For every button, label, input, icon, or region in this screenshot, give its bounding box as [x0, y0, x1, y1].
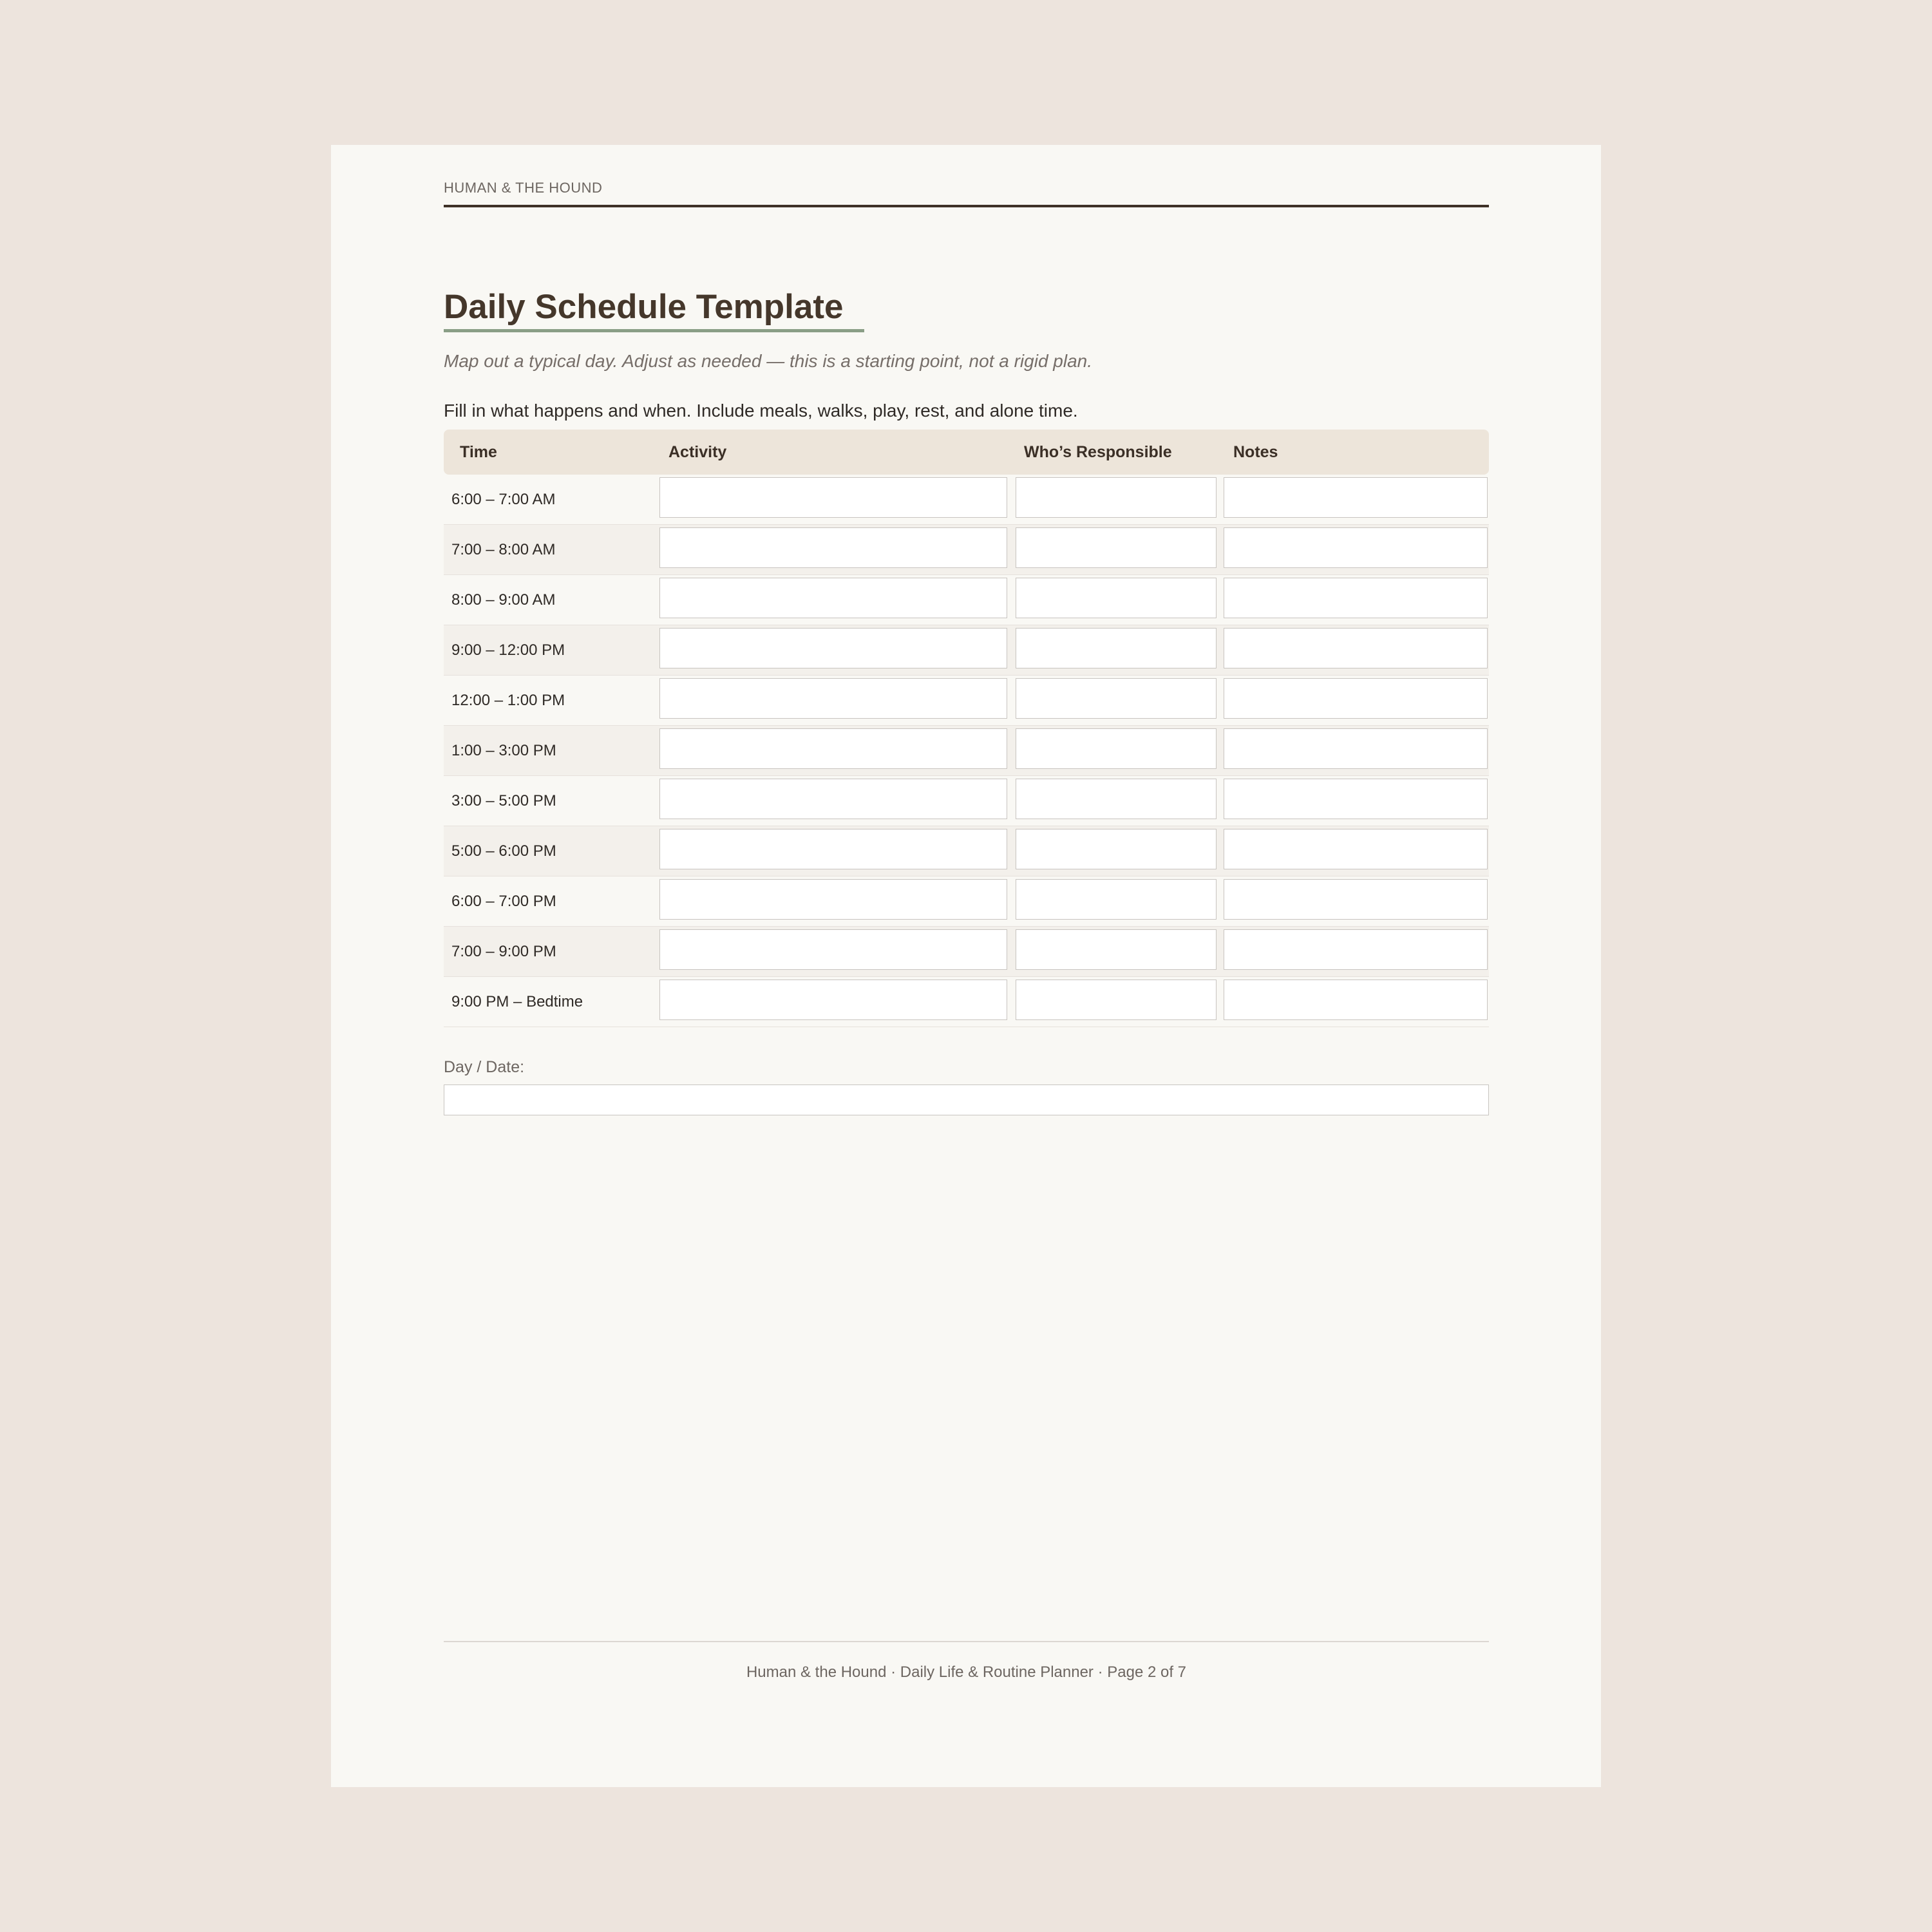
activity-field[interactable] — [659, 980, 1007, 1020]
table-row — [444, 927, 1489, 977]
activity-field[interactable] — [659, 678, 1007, 719]
table-row — [444, 726, 1489, 776]
activity-field[interactable] — [659, 578, 1007, 618]
footer-divider — [444, 1641, 1489, 1642]
activity-field[interactable] — [659, 879, 1007, 920]
responsible-field[interactable] — [1016, 779, 1217, 819]
responsible-field[interactable] — [1016, 829, 1217, 869]
responsible-field[interactable] — [1016, 728, 1217, 769]
notes-field[interactable] — [1224, 628, 1488, 668]
header-divider — [444, 205, 1489, 207]
column-header-responsible: Who’s Responsible — [1024, 443, 1172, 461]
table-row — [444, 625, 1489, 676]
table-row — [444, 876, 1489, 927]
brand-header: HUMAN & THE HOUND — [444, 180, 603, 196]
time-slot-label: 8:00 – 9:00 AM — [451, 591, 556, 609]
activity-field[interactable] — [659, 728, 1007, 769]
table-body — [444, 475, 1489, 1027]
responsible-field[interactable] — [1016, 879, 1217, 920]
schedule-table — [444, 430, 1489, 1027]
responsible-field[interactable] — [1016, 527, 1217, 568]
column-header-notes: Notes — [1233, 443, 1278, 461]
time-slot-label: 7:00 – 9:00 PM — [451, 943, 556, 960]
time-slot-label: 5:00 – 6:00 PM — [451, 842, 556, 860]
column-header-time: Time — [460, 443, 497, 461]
time-slot-label: 3:00 – 5:00 PM — [451, 792, 556, 810]
notes-field[interactable] — [1224, 829, 1488, 869]
activity-field[interactable] — [659, 527, 1007, 568]
time-slot-label: 1:00 – 3:00 PM — [451, 742, 556, 759]
day-date-field[interactable] — [444, 1084, 1489, 1115]
column-header-activity: Activity — [668, 443, 727, 461]
time-slot-label: 6:00 – 7:00 PM — [451, 893, 556, 910]
activity-field[interactable] — [659, 779, 1007, 819]
notes-field[interactable] — [1224, 678, 1488, 719]
activity-field[interactable] — [659, 477, 1007, 518]
notes-field[interactable] — [1224, 879, 1488, 920]
table-row — [444, 525, 1489, 575]
notes-field[interactable] — [1224, 527, 1488, 568]
day-date-label: Day / Date: — [444, 1058, 525, 1076]
page-title: Daily Schedule Template — [444, 290, 864, 332]
table-header — [444, 430, 1489, 475]
time-slot-label: 9:00 – 12:00 PM — [451, 641, 565, 659]
page-subtitle: Map out a typical day. Adjust as needed — this is a starting point, not a rigid plan. — [444, 351, 1093, 371]
table-row — [444, 776, 1489, 826]
notes-field[interactable] — [1224, 578, 1488, 618]
time-slot-label: 6:00 – 7:00 AM — [451, 491, 556, 508]
time-slot-label: 7:00 – 8:00 AM — [451, 541, 556, 558]
responsible-field[interactable] — [1016, 980, 1217, 1020]
table-row — [444, 826, 1489, 876]
table-row — [444, 676, 1489, 726]
notes-field[interactable] — [1224, 980, 1488, 1020]
instructions-text: Fill in what happens and when. Include meals, walks, play, rest, and alone time. — [444, 401, 1078, 421]
activity-field[interactable] — [659, 829, 1007, 869]
table-row — [444, 977, 1489, 1027]
notes-field[interactable] — [1224, 779, 1488, 819]
notes-field[interactable] — [1224, 477, 1488, 518]
responsible-field[interactable] — [1016, 578, 1217, 618]
activity-field[interactable] — [659, 628, 1007, 668]
time-slot-label: 12:00 – 1:00 PM — [451, 692, 565, 709]
table-row — [444, 475, 1489, 525]
time-slot-label: 9:00 PM – Bedtime — [451, 993, 583, 1010]
responsible-field[interactable] — [1016, 678, 1217, 719]
responsible-field[interactable] — [1016, 628, 1217, 668]
responsible-field[interactable] — [1016, 477, 1217, 518]
activity-field[interactable] — [659, 929, 1007, 970]
notes-field[interactable] — [1224, 929, 1488, 970]
document-page — [331, 145, 1601, 1787]
page-footer: Human & the Hound · Daily Life & Routine Planner · Page 2 of 7 — [746, 1663, 1187, 1681]
responsible-field[interactable] — [1016, 929, 1217, 970]
notes-field[interactable] — [1224, 728, 1488, 769]
table-row — [444, 575, 1489, 625]
